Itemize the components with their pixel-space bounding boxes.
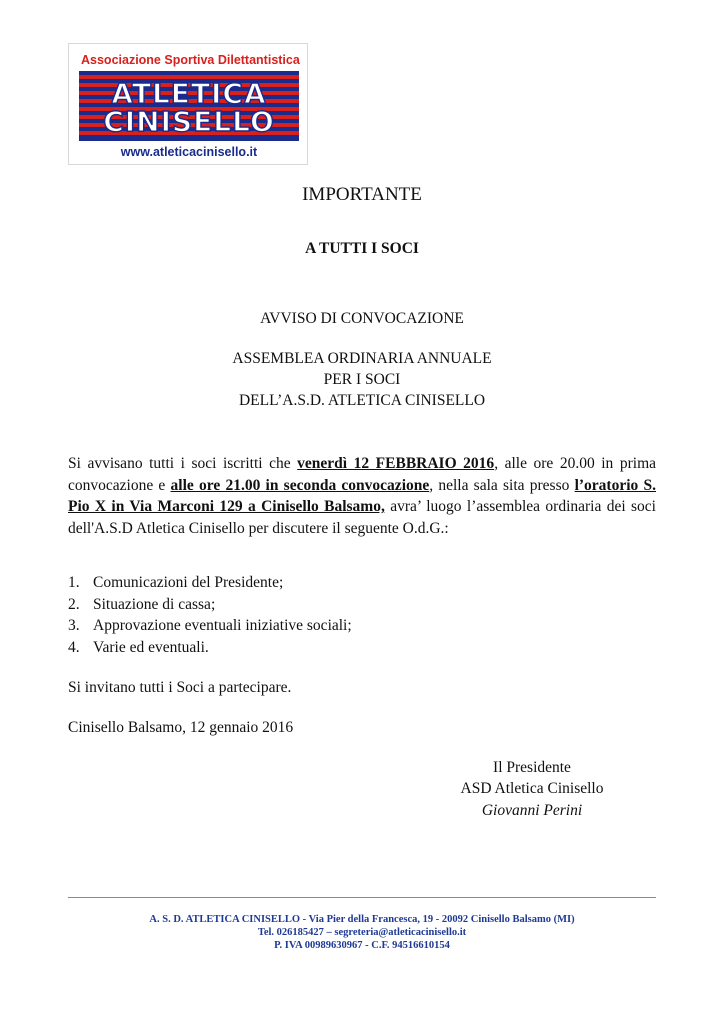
footer-contact: Tel. 026185427 – segreteria@atleticacinisello.it: [257, 927, 467, 938]
logo-band: [79, 71, 299, 157]
list-item-text: Varie ed eventuali.: [93, 638, 209, 656]
para-part-2: , alle ore 20.00 in prima convocazione e: [68, 455, 657, 494]
list-item-number: 1.: [68, 574, 80, 591]
list-item: [68, 594, 352, 616]
para-part-4: avra’ luogo l’assemblea ordinaria dei soci dell'A.S.D Atletica Cinisello per discutere il seguente O.d.G.:: [68, 498, 656, 537]
club-logo: [68, 43, 308, 165]
assembly-line-2: PER I SOCI: [323, 371, 401, 388]
footer-address: A. S. D. ATLETICA CINISELLO - Via Pier della Francesca, 19 - 20092 Cinisello Balsamo (MI): [149, 914, 575, 925]
list-item-text: Approvazione eventuali iniziative sociali;: [93, 617, 352, 634]
assembly-line-1: ASSEMBLEA ORDINARIA ANNUALE: [232, 350, 492, 367]
logo-word-cinisello: CINISELLO: [103, 105, 275, 138]
para-part-3: , nella sala sita presso: [429, 476, 575, 494]
list-item-number: 4.: [68, 638, 80, 656]
signature-title: Il Presidente: [493, 759, 571, 776]
heading-audience: A TUTTI I SOCI: [305, 240, 419, 257]
para-part-1: Si avvisano tutti i soci iscritti che: [68, 455, 298, 472]
list-item: [68, 637, 352, 659]
signature-org: ASD Atletica Cinisello: [460, 780, 604, 797]
invitation-text: Si invitano tutti i Soci a partecipare.: [68, 679, 292, 696]
logo-url: www.atleticacinisello.it: [120, 145, 258, 159]
logo-word-atletica: ATLETICA: [111, 77, 267, 110]
meeting-date: venerdì 12 FEBBRAIO 2016: [297, 455, 495, 472]
meeting-place: l’oratorio S. Pio X in Via Marconi 129 a Cinisello Balsamo,: [68, 476, 656, 515]
list-item-text: Situazione di cassa;: [93, 595, 216, 613]
list-item-number: 2.: [68, 595, 80, 613]
meeting-time: alle ore 21.00 in seconda convocazione: [170, 476, 430, 494]
footer-tax-ids: P. IVA 00989630967 - C.F. 94516610154: [274, 940, 450, 951]
footer-divider: [68, 897, 656, 898]
list-item: [68, 615, 352, 637]
list-item: [68, 572, 352, 594]
heading-assembly: [0, 348, 724, 411]
list-item-number: 3.: [68, 617, 80, 634]
convocation-paragraph: [68, 453, 656, 539]
agenda-list: [68, 572, 352, 658]
place-date: Cinisello Balsamo, 12 gennaio 2016: [68, 719, 294, 736]
signature-name: Giovanni Perini: [481, 802, 583, 819]
heading-importante: IMPORTANTE: [302, 184, 422, 205]
list-item-text: Comunicazioni del Presidente;: [93, 574, 284, 591]
assembly-line-3: DELL’A.S.D. ATLETICA CINISELLO: [238, 392, 486, 409]
heading-notice: AVVISO DI CONVOCAZIONE: [260, 310, 464, 327]
logo-association-text: Associazione Sportiva Dilettantistica: [81, 53, 300, 67]
